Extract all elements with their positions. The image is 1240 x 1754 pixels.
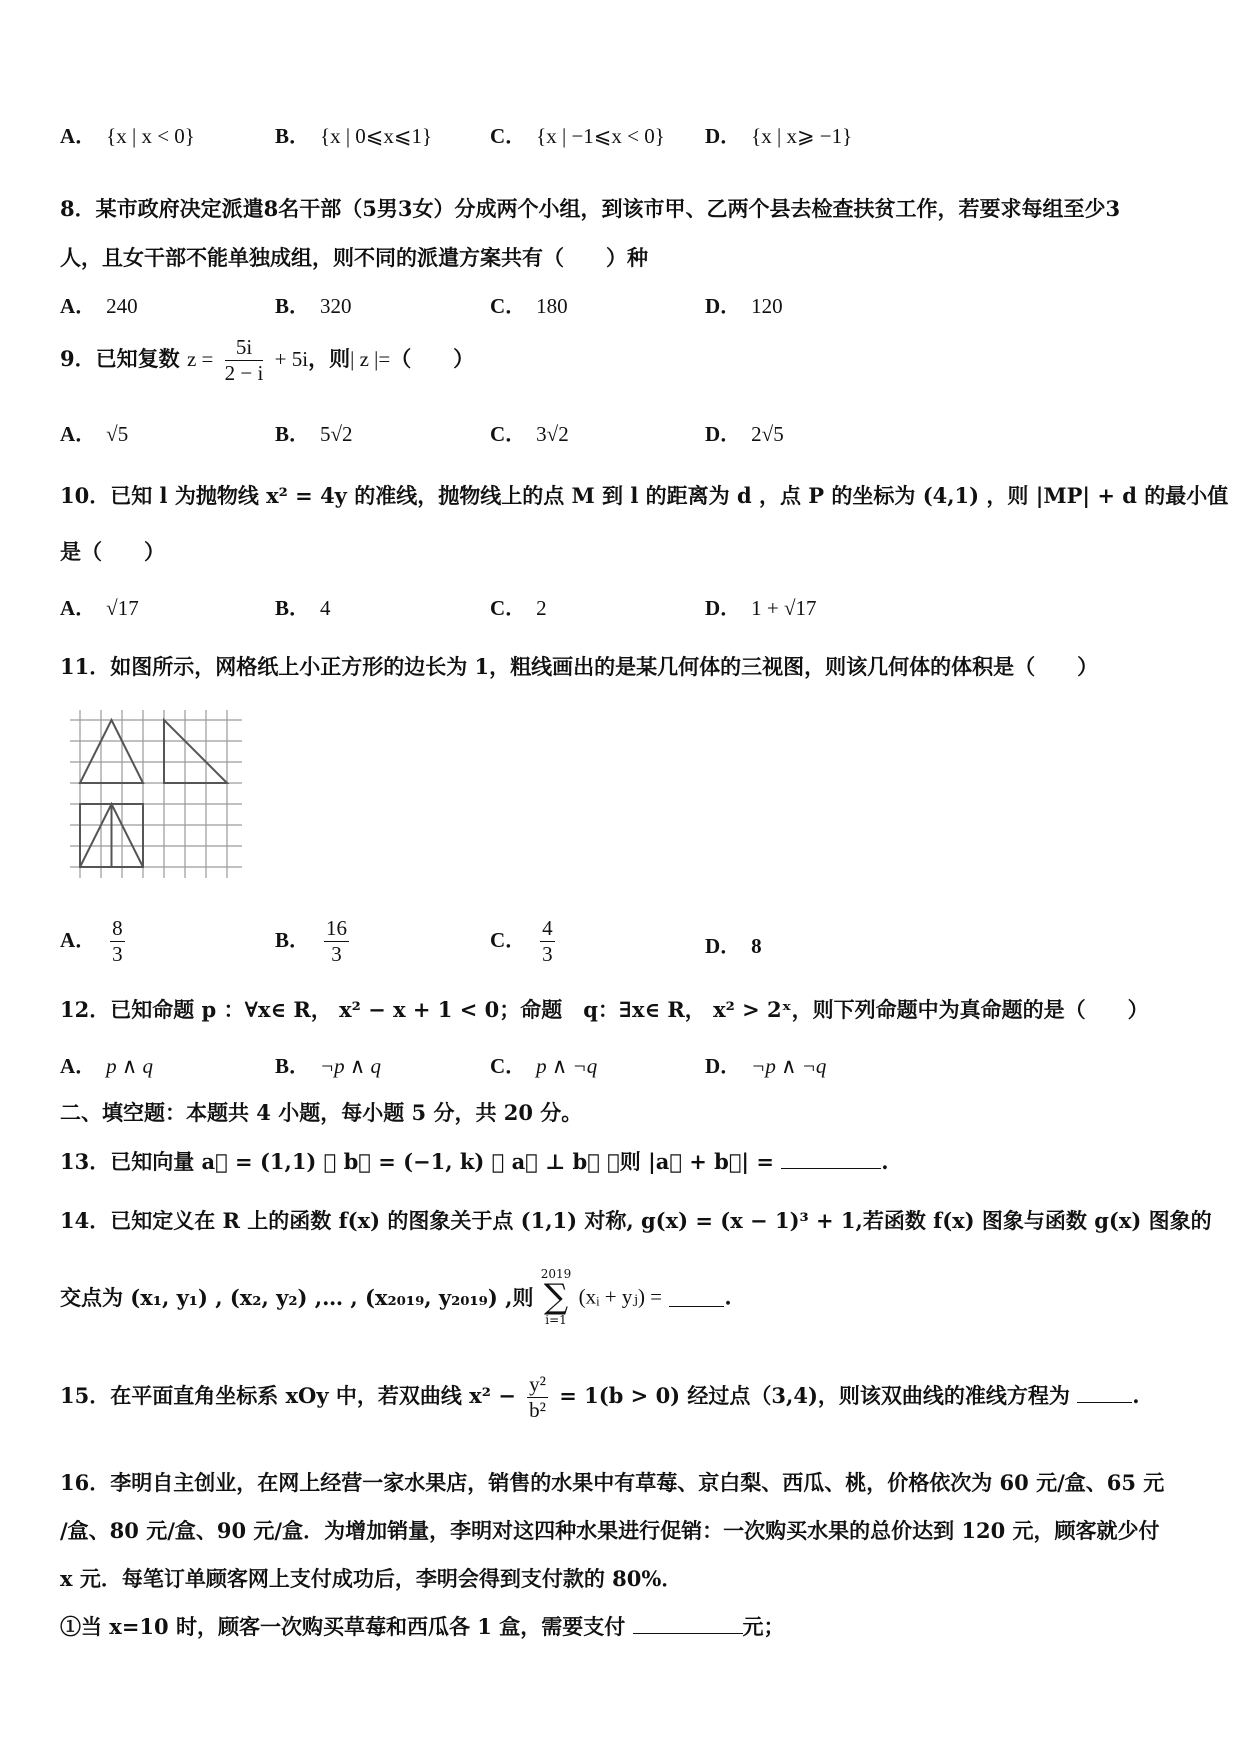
q12-option-a[interactable]: A． p ∧ q: [60, 1054, 154, 1078]
q10-options: [60, 592, 1180, 632]
q10-line1: 10．已知 l 为抛物线 x² = 4y 的准线，抛物线上的点 M 到 l 的距离为 d ，点 P 的坐标为 (4,1) ，则 |MP| + d 的最小值: [60, 483, 1229, 508]
q9-option-b[interactable]: B． 5√2: [275, 422, 353, 446]
q8-line1: 8．某市政府决定派遣8名干部（5男3女）分成两个小组，到该市甲、乙两个县去检查扶贫工作，若要求每组至少3: [60, 196, 1121, 221]
q14-sum-body: (xᵢ + yⱼ) =: [578, 1284, 663, 1309]
q9-option-c[interactable]: C． 3√2: [490, 422, 569, 446]
q12-options: [60, 1050, 1180, 1090]
q14-line1: 14．已知定义在 R 上的函数 f(x) 的图象关于点 (1,1) 对称, g(x) = (x − 1)³ + 1,若函数 f(x) 图象与函数 g(x) 图象的: [60, 1208, 1212, 1233]
q11-c-fraction: $\frac{4}{3}$: [542, 916, 553, 967]
q7-option-a[interactable]: A． {x | x < 0}: [60, 124, 195, 148]
q15-prefix: 15．在平面直角坐标系 xOy 中，若双曲线 x² −: [60, 1383, 516, 1409]
q16-line2: /盒、80 元/盒、90 元/盒．为增加销量，李明对这四种水果进行促销：一次购买水果的总价达到 120 元，顾客就少付: [60, 1518, 1160, 1543]
q9-option-a[interactable]: A． √5: [60, 422, 129, 446]
q10-option-c[interactable]: C． 2: [490, 596, 547, 620]
q8-line2: 人，且女干部不能单独成组，则不同的派遣方案共有（ ）种: [60, 245, 648, 270]
q16-line1: 16．李明自主创业，在网上经营一家水果店，销售的水果中有草莓、京白梨、西瓜、桃，价格依次为 60 元/盒、65 元: [60, 1470, 1165, 1495]
q14-sum-top: 2019: [540, 1267, 572, 1281]
q7-option-b[interactable]: B． {x | 0⩽x⩽1}: [275, 124, 433, 148]
q16-line4-prefix: ①当 x=10 时，顾客一次购买草莓和西瓜各 1 盒，需要支付: [60, 1614, 626, 1639]
q10-option-d[interactable]: D． 1 + √17: [705, 596, 817, 620]
q9-options: [60, 418, 1180, 458]
q8-option-b[interactable]: B． 320: [275, 294, 352, 318]
q15-stem: 15．在平面直角坐标系 xOy 中，若双曲线 x² − $\frac{\text{y²}}{\text{b²}}$ = 1(b > 0) 经过点（3,4)，则该双曲线的准线方程为 .: [60, 1372, 1140, 1423]
q11-option-d[interactable]: D． 8: [705, 934, 762, 958]
q11-option-b[interactable]: B． $\frac{16}{3}$: [275, 916, 348, 967]
grid-lines: [70, 710, 242, 878]
q8-options: [60, 290, 1180, 330]
q8-option-a[interactable]: A． 240: [60, 294, 138, 318]
q7-option-d[interactable]: D． {x | x⩾ −1}: [705, 124, 853, 148]
side-view-triangle: [164, 720, 227, 783]
q9-frac-num: 5i: [225, 335, 264, 361]
q8-option-d[interactable]: D． 120: [705, 294, 783, 318]
q9-option-d[interactable]: D． 2√5: [705, 422, 784, 446]
q16-line3: x 元．每笔订单顾客网上支付成功后，李明会得到支付款的 80%．: [60, 1566, 683, 1591]
q9-suffix: ，则: [308, 346, 351, 372]
q9-prefix: 9．已知复数: [60, 346, 180, 372]
q11-line1: 11．如图所示，网格纸上小正方形的边长为 1，粗线画出的是某几何体的三视图，则该几何体的体积是（ ）: [60, 654, 1099, 679]
front-view-triangle: [80, 720, 143, 783]
q13-answer-blank[interactable]: [781, 1150, 881, 1169]
q12-line1: 12．已知命题 p ：∀x∈ R， x² − x + 1 < 0；命题 q：∃x∈ R， x² > 2ˣ，则下列命题中为真命题的是（ ）: [60, 997, 1149, 1022]
q12-option-c[interactable]: C． p ∧ ¬q: [490, 1054, 598, 1078]
q14-answer-blank[interactable]: [669, 1288, 724, 1307]
q11-options: [60, 918, 1180, 974]
q9-paren: （ ）: [390, 346, 475, 372]
q9-z-eq: z =: [186, 347, 214, 372]
q15-answer-blank[interactable]: [1077, 1384, 1132, 1403]
q12-option-d[interactable]: D． ¬p ∧ ¬q: [705, 1054, 827, 1078]
sigma-icon: ∑: [543, 1277, 569, 1317]
q14-sum: [541, 1268, 572, 1326]
q9-abs: | z |=: [350, 347, 391, 372]
q9-stem: [60, 335, 474, 386]
q7-option-c[interactable]: C． {x | −1⩽x < 0}: [490, 124, 665, 148]
q11-option-c[interactable]: C． $\frac{4}{3}$: [490, 916, 553, 967]
q10-option-b[interactable]: B． 4: [275, 596, 331, 620]
q15-fraction: $\frac{\text{y²}}{\text{b²}}$: [529, 1372, 546, 1423]
three-view-figure: [70, 710, 250, 880]
q14-sum-bottom: i=1: [545, 1313, 567, 1327]
q13-stem: 13．已知向量 a⃗ = (1,1) ， b⃗ = (−1, k) ， a⃗ ⊥ b⃗ ，则 |a⃗ + b⃗| = .: [60, 1149, 889, 1174]
q12-option-b[interactable]: B． ¬p ∧ q: [275, 1054, 382, 1078]
q14-line2: 交点为 (x₁, y₁) , (x₂, y₂) ,… , (x₂₀₁₉, y₂₀₁₉) ,则 2019 ∑ i=1 (xᵢ + yⱼ) = .: [60, 1267, 732, 1327]
q15-mid: = 1(b > 0) 经过点（3,4)，则该双曲线的准线方程为: [559, 1383, 1070, 1409]
section-2-heading: 二、填空题：本题共 4 小题，每小题 5 分，共 20 分。: [60, 1100, 583, 1125]
q16-answer-blank[interactable]: [633, 1615, 743, 1634]
q9-suffix-math: + 5i: [274, 347, 309, 372]
q13-text: 13．已知向量 a⃗ = (1,1) ， b⃗ = (−1, k) ， a⃗ ⊥ b⃗ ，则 |a⃗ + b⃗| =: [60, 1149, 774, 1174]
q11-a-fraction: $\frac{8}{3}$: [112, 916, 123, 967]
q10-line2: 是（ ）: [60, 539, 165, 564]
q14-line2-prefix: 交点为 (x₁, y₁) , (x₂, y₂) ,… , (x₂₀₁₉, y₂₀₁₉) ,则: [60, 1285, 534, 1310]
q10-option-a[interactable]: A． √17: [60, 596, 139, 620]
q16-line4: ①当 x=10 时，顾客一次购买草莓和西瓜各 1 盒，需要支付 元；: [60, 1614, 785, 1639]
q9-frac-den: 2 − i: [224, 361, 264, 386]
q9-fraction: [225, 335, 264, 386]
q11-b-fraction: $\frac{16}{3}$: [326, 916, 348, 967]
q7-options: [60, 120, 1180, 160]
q11-option-a[interactable]: A． $\frac{8}{3}$: [60, 916, 123, 967]
q8-option-c[interactable]: C． 180: [490, 294, 568, 318]
